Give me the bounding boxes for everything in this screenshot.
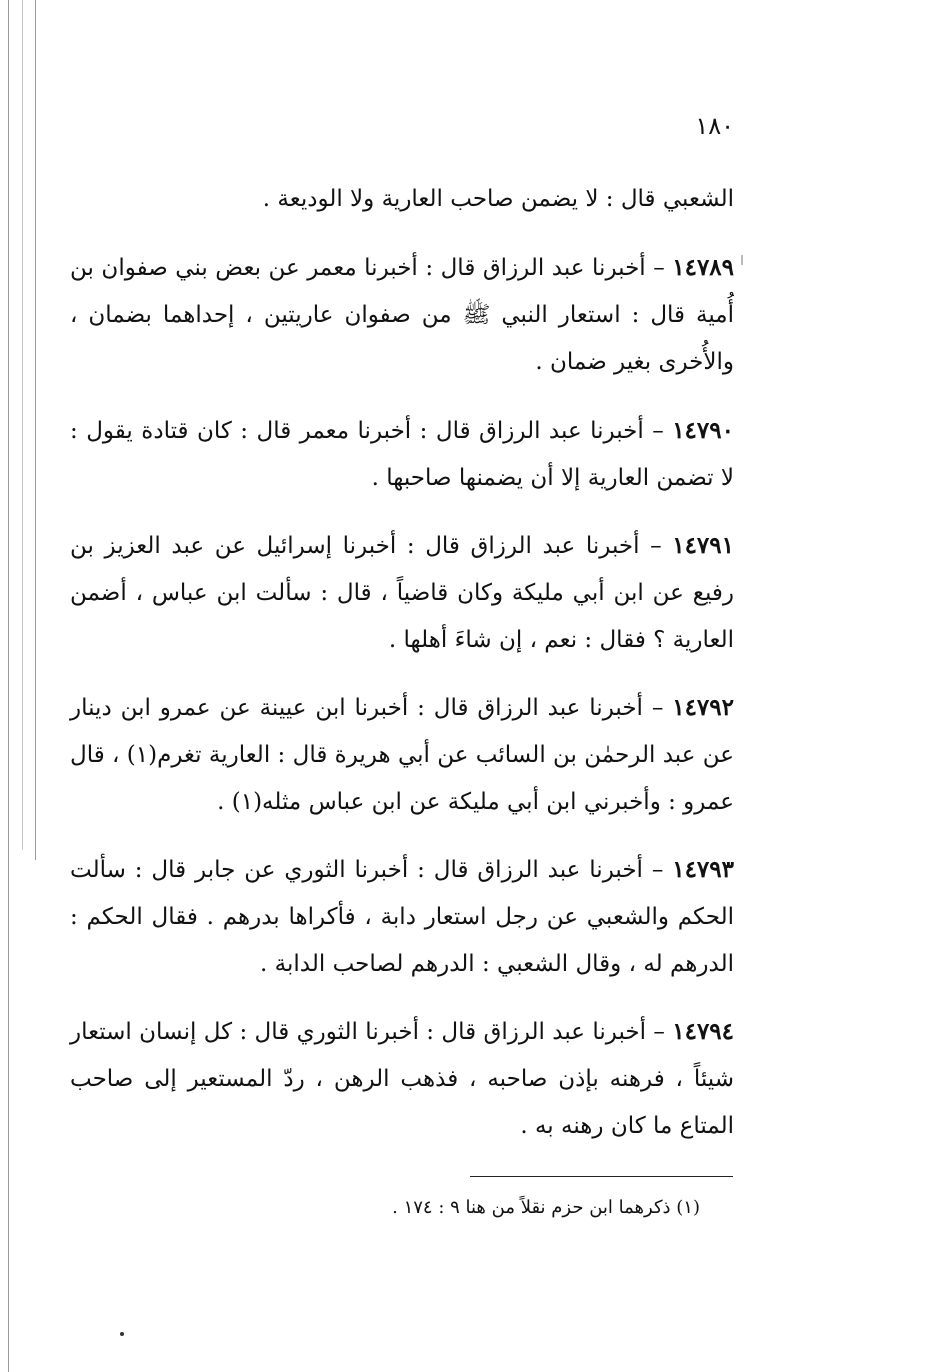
footnote: (١) ذكرهما ابن حزم نقلاً من هنا ٩ : ١٧٤ .: [392, 1197, 700, 1218]
hadith-number: ١٤٧٨٩: [672, 254, 735, 281]
page-number: ١٨٠: [695, 112, 734, 140]
hadith-14790: ١٤٧٩٠ – أخبرنا عبد الرزاق قال : أخبرنا معمر قال : كان قتادة يقول : لا تضمن العارية إلا أن يضمنها صاحبها .: [70, 417, 734, 491]
opening-line: الشعبي قال : لا يضمن صاحب العارية ولا الوديعة .: [262, 186, 734, 212]
hadith-number: ١٤٧٩٣: [672, 856, 734, 883]
hadith-14793: ١٤٧٩٣ – أخبرنا عبد الرزاق قال : أخبرنا الثوري عن جابر قال : سألت الحكم والشعبي عن رجل استعار دابة ، فأكراها بدرهم . فقال الحكم : الدرهم له ، وقال الشعبي : الدرهم لصاحب الدابة .: [70, 856, 734, 977]
hadith-text: أخبرنا عبد الرزاق قال : أخبرنا إسرائيل عن عبد العزيز بن رفيع عن ابن أبي مليكة وكان قاضياً ، قال : سألت ابن عباس ، أضمن العارية ؟ فقال : نعم ، إن شاءَ أهلها .: [70, 533, 734, 653]
hadith-14789: ١٤٧٨٩ – أخبرنا عبد الرزاق قال : أخبرنا معمر عن بعض بني صفوان بن أُمية قال : استعار النبي ﷺ من صفوان عاريتين ، إحداهما بضمان ، والأُخرى بغير ضمان .: [70, 254, 735, 375]
hadith-text: أخبرنا عبد الرزاق قال : أخبرنا الثوري عن جابر قال : سألت الحكم والشعبي عن رجل استعار دابة ، فأكراها بدرهم . فقال الحكم : الدرهم له ، وقال الشعبي : الدرهم لصاحب الدابة .: [70, 857, 734, 977]
hadith-number: ١٤٧٩٤: [672, 1018, 735, 1045]
hadith-14791: ١٤٧٩١ – أخبرنا عبد الرزاق قال : أخبرنا إسرائيل عن عبد العزيز بن رفيع عن ابن أبي مليكة وكان قاضياً ، قال : سألت ابن عباس ، أضمن العارية ؟ فقال : نعم ، إن شاءَ أهلها .: [70, 532, 734, 653]
hadith-number: ١٤٧٩١: [672, 532, 734, 559]
hadith-number: ١٤٧٩٢: [672, 694, 734, 721]
scan-edge-line: [8, 0, 9, 1372]
hadith-text: أخبرنا عبد الرزاق قال : أخبرنا ابن عيينة عن عمرو ابن دينار عن عبد الرحمٰن بن السائب عن أبي هريرة قال : العارية تغرم(١) ، قال عمرو : وأخبرني ابن أبي مليكة عن ابن عباس مثله(١) .: [70, 695, 735, 815]
scan-speck: [741, 255, 743, 265]
hadith-text: أخبرنا عبد الرزاق قال : أخبرنا معمر قال : كان قتادة يقول : لا تضمن العارية إلا أن يضمنها صاحبها .: [70, 418, 734, 491]
scan-edge-line: [35, 0, 36, 860]
footnote-divider: [470, 1176, 733, 1177]
ink-dot: [120, 1332, 124, 1336]
hadith-text: أخبرنا عبد الرزاق قال : أخبرنا معمر عن بعض بني صفوان بن أُمية قال : استعار النبي ﷺ من صفوان عاريتين ، إحداهما بضمان ، والأُخرى بغير ضمان .: [70, 255, 734, 375]
hadith-14792: ١٤٧٩٢ – أخبرنا عبد الرزاق قال : أخبرنا ابن عيينة عن عمرو ابن دينار عن عبد الرحمٰن بن السائب عن أبي هريرة قال : العارية تغرم(١) ، قال عمرو : وأخبرني ابن أبي مليكة عن ابن عباس مثله(١) .: [70, 694, 735, 815]
hadith-text: أخبرنا عبد الرزاق قال : أخبرنا الثوري قال : كل إنسان استعار شيئاً ، فرهنه بإذن صاحبه ، فذهب الرهن ، ردّ المستعير إلى صاحب المتاع ما كان رهنه به .: [70, 1019, 734, 1139]
scan-edge-line: [22, 0, 23, 850]
hadith-number: ١٤٧٩٠: [672, 417, 734, 444]
opening-paragraph: [70, 176, 734, 223]
hadith-14794: ١٤٧٩٤ – أخبرنا عبد الرزاق قال : أخبرنا الثوري قال : كل إنسان استعار شيئاً ، فرهنه بإذن صاحبه ، فذهب الرهن ، ردّ المستعير إلى صاحب المتاع ما كان رهنه به .: [70, 1018, 735, 1139]
